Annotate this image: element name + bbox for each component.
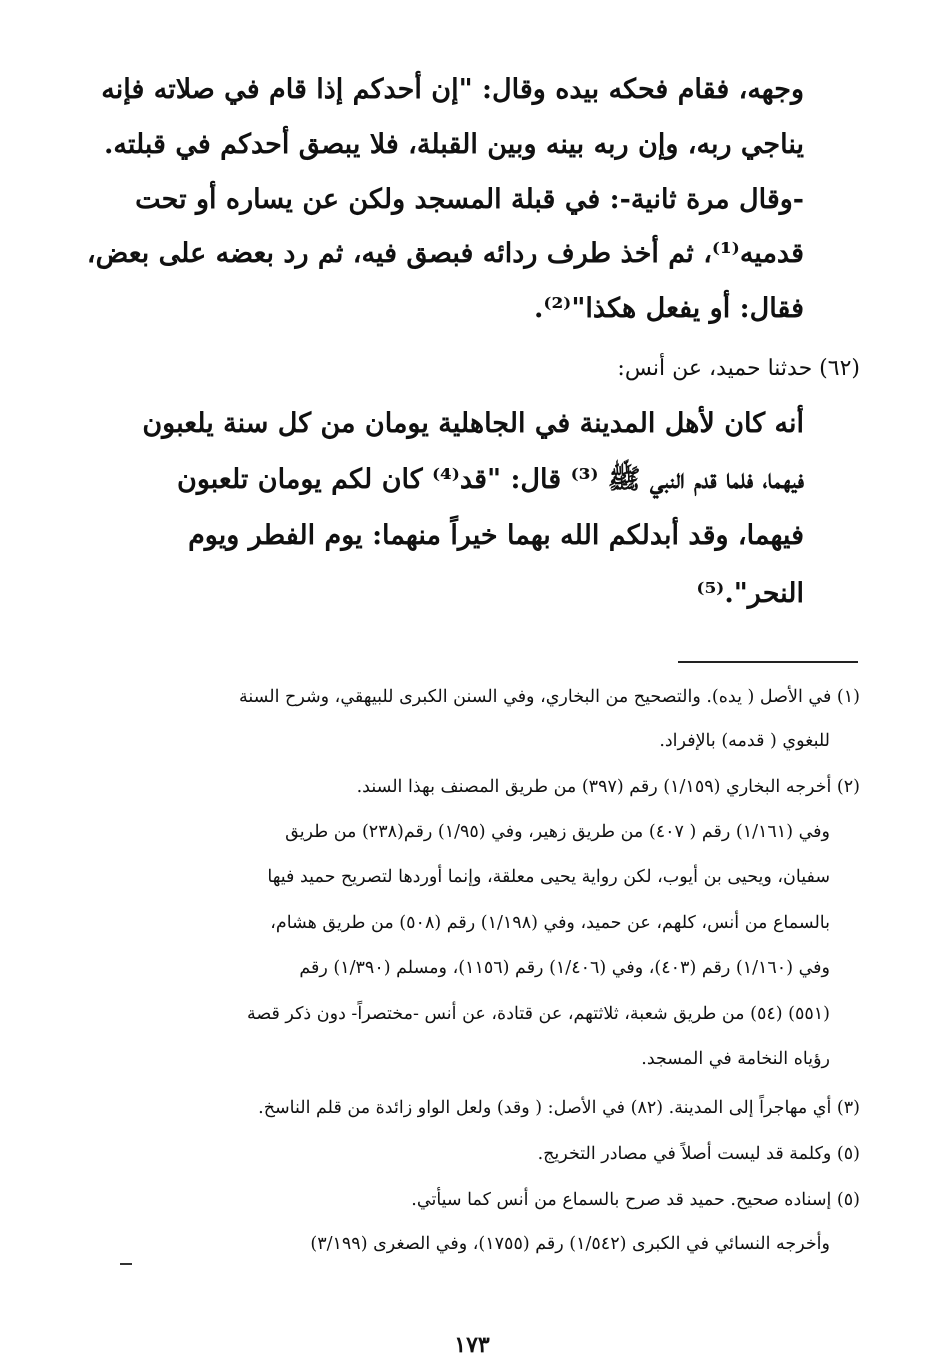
main-text-line: أنه كان لأهل المدينة في الجاهلية يومان من كل سنة يلعبون xyxy=(142,408,804,439)
main-text-line: -وقال مرة ثانية-: في قبلة المسجد ولكن عن يساره أو تحت xyxy=(135,184,804,215)
main-text-line: قدميه⁽¹⁾، ثم أخذ طرف ردائه فبصق فيه، ثم رد بعضه على بعض، xyxy=(86,238,804,269)
main-text-line: وجهه، فقام فحكه بيده وقال: "إن أحدكم إذا قام في صلاته فإنه xyxy=(101,74,804,105)
footnote-line: (٥٥١) (٥٤) من طريق شعبة، ثلاثتهم، عن قتادة، عن أنس -مختصراً- دون ذكر قصة xyxy=(246,1004,830,1024)
footnote-line: رؤياه النخامة في المسجد. xyxy=(641,1049,830,1069)
main-text-line: يناجي ربه، وإن ربه بينه وبين القبلة، فلا يبصق أحدكم في قبلته. xyxy=(103,129,804,160)
footnote-line: وأخرجه النسائي في الكبرى (١/٥٤٢) رقم (١٧٥٥)، وفي الصغرى (٣/١٩٩) xyxy=(310,1234,830,1254)
footnote-line: (٢) أخرجه البخاري (١/١٥٩) رقم (٣٩٧) من طريق المصنف بهذا السند. xyxy=(356,777,860,797)
footnote-line: (٣) أي مهاجراً إلى المدينة. (٨٢) في الأصل: ( وقد) ولعل الواو زائدة من قلم الناسخ. xyxy=(258,1098,860,1118)
main-text-line: فيهما، فلما قدم النبي ﷺ ⁽³⁾ قال: "قد⁽⁴⁾ كان لكم يومان تلعبون xyxy=(177,464,804,495)
hadith-chain-line: (٦٢) حدثنا حميد، عن أنس: xyxy=(617,356,860,381)
footnote-line: وفي (١/١٦٠) رقم (٤٠٣)، وفي (١/٤٠٦) رقم (١١٥٦)، ومسلم (١/٣٩٠) رقم xyxy=(299,958,830,978)
main-text-line: النحر".⁽⁵⁾ xyxy=(696,578,804,609)
margin-mark xyxy=(120,1263,132,1265)
footnote-line: وفي (١/١٦١) رقم ( ٤٠٧) من طريق زهير، وفي (١/٩٥) رقم(٢٣٨) من طريق xyxy=(285,822,830,842)
footnote-line: (١) في الأصل ( يده). والتصحيح من البخاري، وفي السنن الكبرى للبيهقي، وشرح السنة xyxy=(239,687,860,707)
main-text-line: فيهما، وقد أبدلكم الله بهما خيراً منهما: يوم الفطر ويوم xyxy=(188,520,804,551)
footnote-line: سفيان، ويحيى بن أيوب، لكن رواية يحيى معلقة، وإنما أوردها لتصريح حميد فيها xyxy=(267,867,830,887)
footnote-line: للبغوي ( قدمه) بالإفراد. xyxy=(659,731,830,751)
page-number: ١٧٣ xyxy=(454,1332,490,1358)
footnote-separator xyxy=(678,661,858,663)
footnote-line: بالسماع من أنس، كلهم، عن حميد، وفي (١/١٩٨) رقم (٥٠٨) من طريق هشام، xyxy=(270,913,830,933)
footnote-line: (٥) وكلمة قد ليست أصلاً في مصادر التخريج. xyxy=(537,1144,860,1164)
footnote-line: (٥) إسناده صحيح. حميد قد صرح بالسماع من أنس كما سيأتي. xyxy=(411,1190,860,1210)
main-text-line: فقال: أو يفعل هكذا"⁽²⁾. xyxy=(534,293,804,324)
